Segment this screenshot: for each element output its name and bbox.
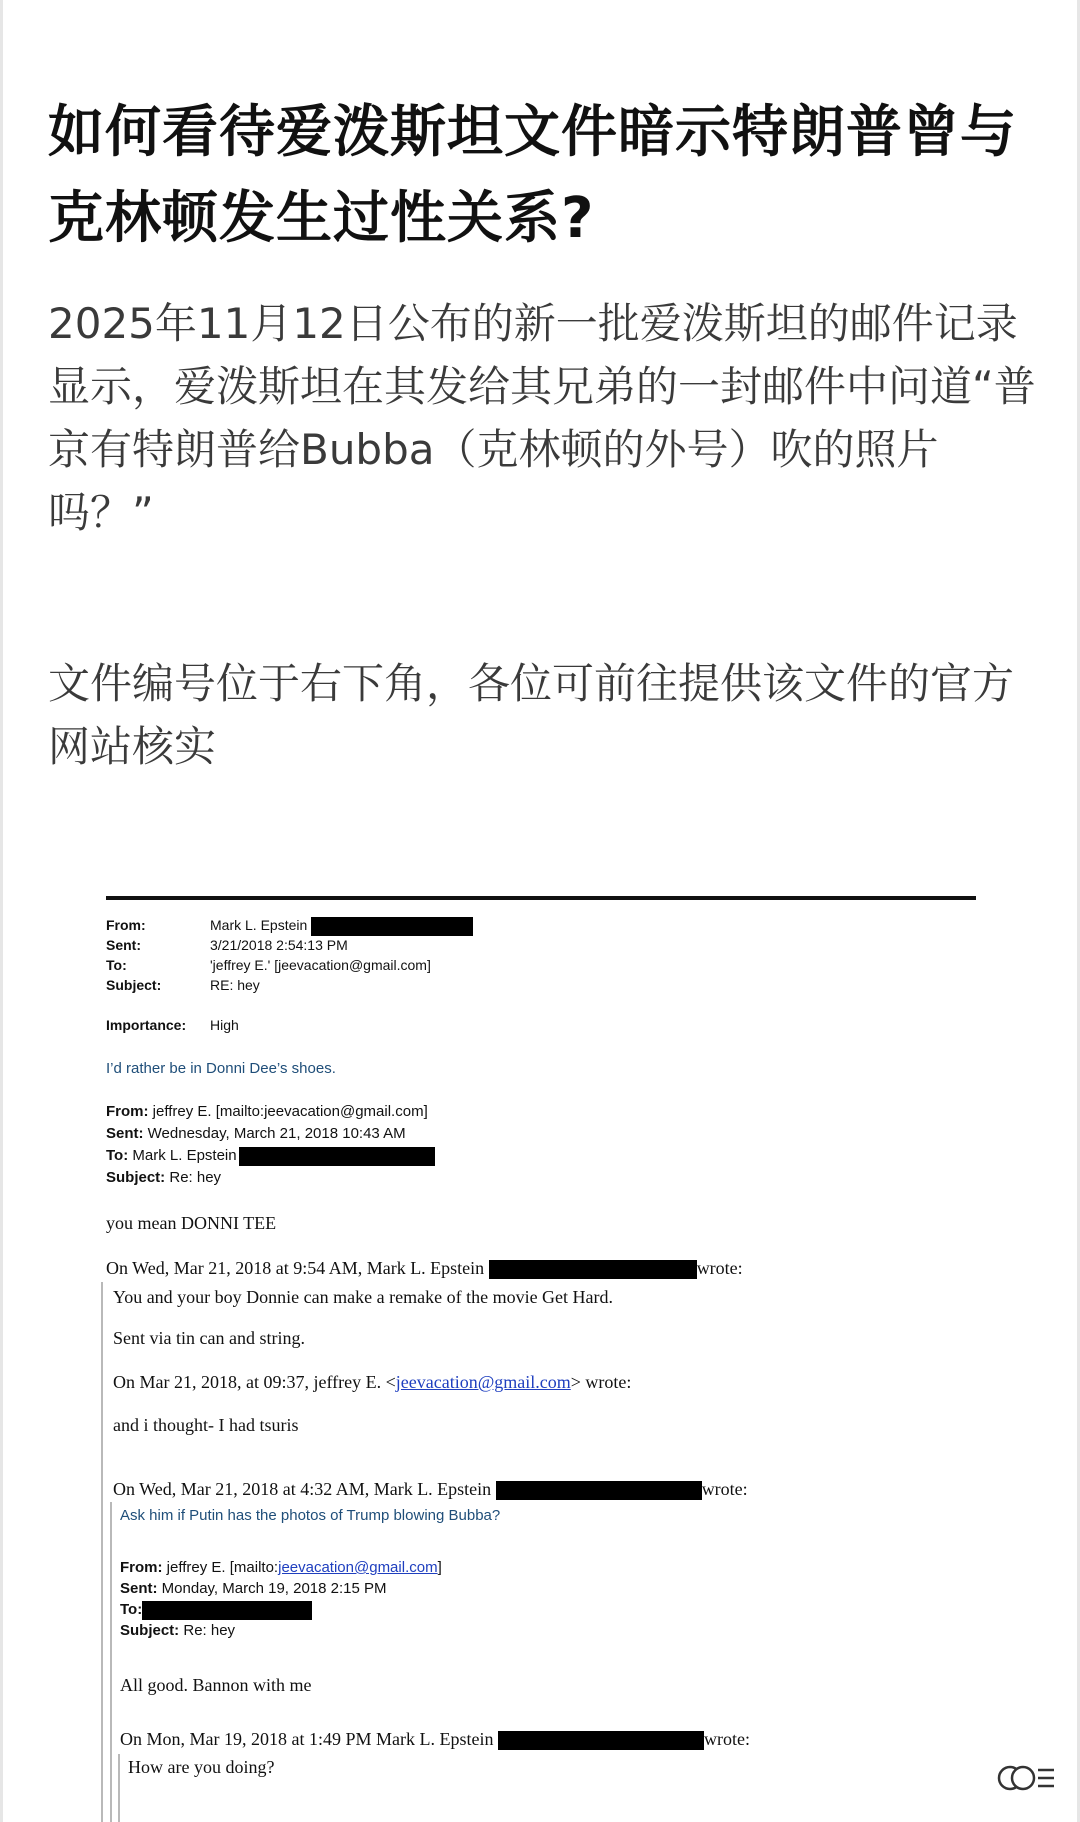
redaction-bar <box>311 917 473 936</box>
email-link[interactable]: jeevacation@gmail.com <box>278 1559 438 1576</box>
message-bannon: All good. Bannon with me <box>120 1675 312 1695</box>
quote-header-432: On Wed, Mar 21, 2018 at 4:32 AM, Mark L. Epstein wrote: <box>113 1479 748 1499</box>
fwd1-sent: Sent: Wednesday, March 21, 2018 10:43 AM <box>106 1125 406 1142</box>
quote-bar <box>101 1282 103 1822</box>
fwd1-subject: Subject: Re: hey <box>106 1169 222 1186</box>
message-tsuris: and i thought- I had tsuris <box>113 1415 299 1435</box>
fwd1-to: To: Mark L. Epstein <box>106 1146 435 1166</box>
message-remake: You and your boy Donnie can make a remake of the movie Get Hard. <box>113 1287 614 1307</box>
quote-header-954: On Wed, Mar 21, 2018 at 9:54 AM, Mark L. Epstein wrote: <box>106 1258 743 1278</box>
fwd2-to: To: <box>120 1600 312 1620</box>
reply-text: I’d rather be in Donni Dee’s shoes. <box>106 1060 336 1077</box>
email-document-image <box>0 890 1080 1822</box>
quote-bar-innermost <box>118 1754 120 1822</box>
post-paragraph-2: 文件编号位于右下角，各位可前往提供该文件的官方网站核实 <box>48 659 1015 771</box>
document-top-rule <box>106 896 976 900</box>
header-sent: Sent: 3/21/2018 2:54:13 PM <box>106 937 348 953</box>
fwd2-subject: Subject: Re: hey <box>120 1622 236 1639</box>
fwd1-from: From: jeffrey E. [mailto:jeevacation@gmail.com] <box>106 1103 428 1120</box>
message-tincan: Sent via tin can and string. <box>113 1328 305 1348</box>
header-to: To: 'jeffrey E.' [jeevacation@gmail.com] <box>106 957 431 973</box>
post-title: 如何看待爱泼斯坦文件暗示特朗普曾与克林顿发生过性关系? <box>48 100 1017 251</box>
quote-header-mon: On Mon, Mar 19, 2018 at 1:49 PM Mark L. Epstein wrote: <box>120 1729 750 1749</box>
header-importance: Importance: High <box>106 1017 239 1033</box>
redaction-bar <box>489 1260 697 1279</box>
redaction-bar <box>496 1481 702 1500</box>
redaction-bar <box>142 1601 312 1620</box>
redaction-bar <box>239 1147 435 1166</box>
message-donni: you mean DONNI TEE <box>106 1213 277 1233</box>
quote-bar-inner <box>110 1502 112 1822</box>
fwd2-from: From: jeffrey E. [mailto:jeevacation@gmail.com] <box>120 1559 442 1576</box>
fwd2-sent: Sent: Monday, March 19, 2018 2:15 PM <box>120 1580 387 1597</box>
header-subject: Subject: RE: hey <box>106 977 260 993</box>
message-how: How are you doing? <box>128 1757 275 1777</box>
quote-header-0937: On Mar 21, 2018, at 09:37, jeffrey E. <jeevacation@gmail.com> wrote: <box>113 1372 632 1392</box>
redaction-bar <box>498 1731 704 1750</box>
email-link[interactable]: jeevacation@gmail.com <box>395 1372 571 1392</box>
post-paragraph-1: 2025年11月12日公布的新一批爱泼斯坦的邮件记录显示，爱泼斯坦在其发给其兄弟的一封邮件中问道“普京有特朗普给Bubba（克林顿的外号）吹的照片吗？” <box>48 299 1036 537</box>
message-putin: Ask him if Putin has the photos of Trump blowing Bubba? <box>120 1507 501 1524</box>
header-from: From: Mark L. Epstein <box>106 916 473 936</box>
menu-icon[interactable] <box>996 1760 1056 1796</box>
